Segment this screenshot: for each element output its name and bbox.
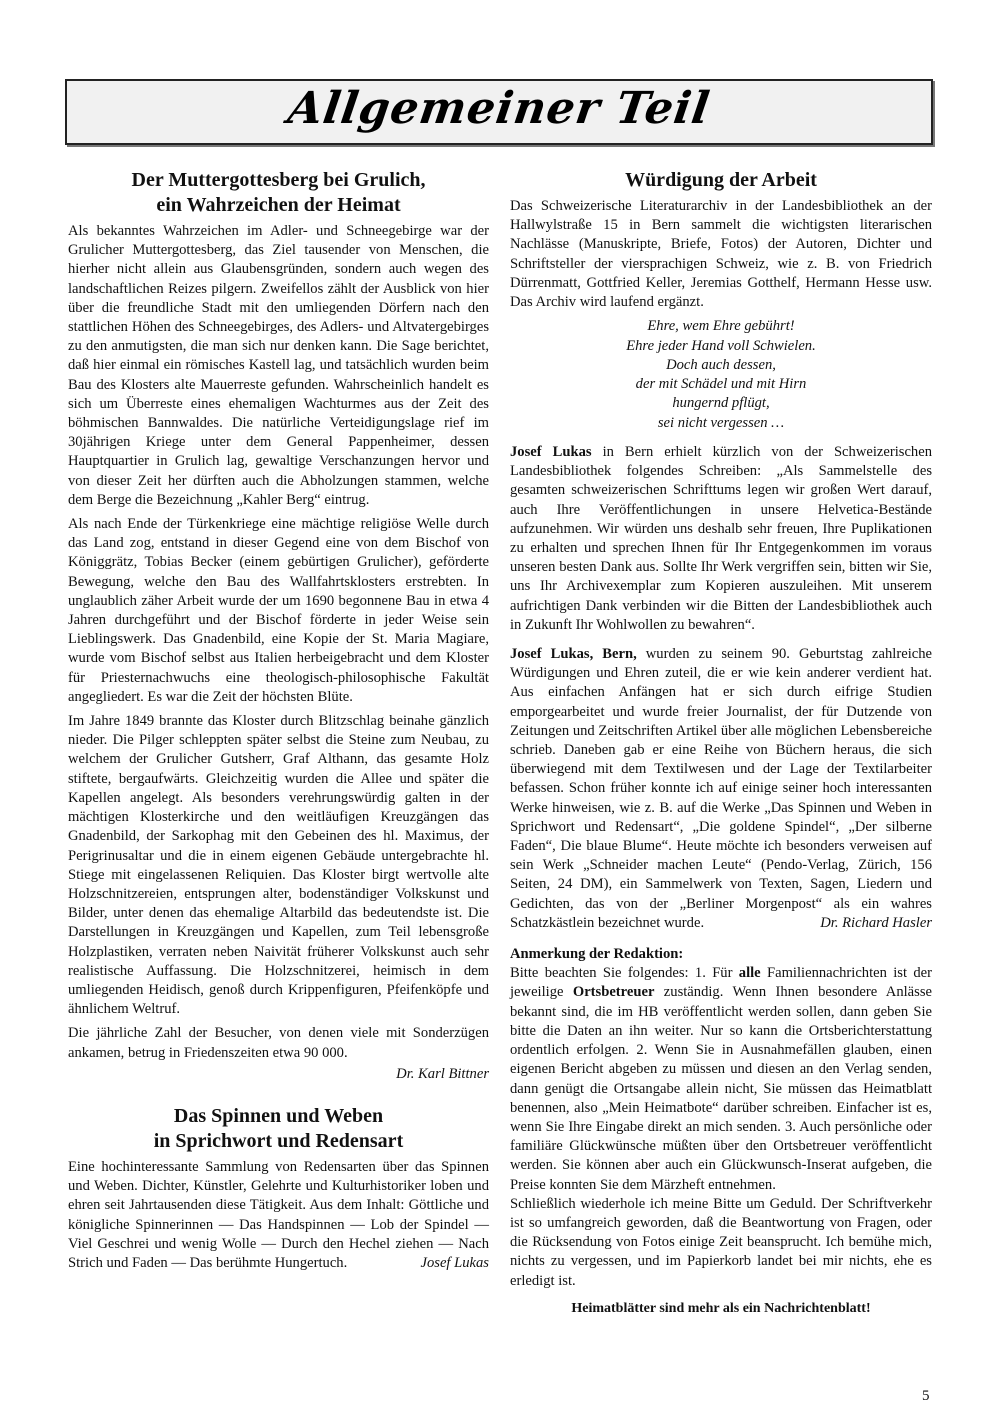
paragraph: Als bekanntes Wahrzeichen im Adler- und Schneegebirge war der Grulicher Muttergottesberg, das Ziel tausender von Menschen, die hierher nicht allein aus Glaubensgründen, sondern auch wegen des landschaftlichen Reizes pilgern. Zweifellos zählt der Ausblick von hier über die freundliche Stadt mit den umliegenden Dörfern nach den stattlichen Höhen des Schneegebirges, des Adlers- und Altvatergebirges zu den anmutigsten, die man sich nur denken kann. Die Sage berichtet, daß hier einmal ein römisches Kastell lag, und tatsächlich wurden beim Bau des Klosters alte Mauerreste gefunden. Wahrscheinlich handelt es sich um Überreste eines ehemaligen Wachturmes aus der Zeit des böhmischen Bannwaldes. Die natürliche Verteidigungslage rief im 30jährigen Kriege unter dem General Pappenheimer, dessen Hauptquartier in Grulich lag, gewaltige Verschanzungen hervor und von dieser Zeit her dürften auch die Abholzungen stammen, welche dem Berge die Bezeichnung „Kahler Berg“ eintrug.	[68, 223, 489, 508]
article-title: Würdigung der Arbeit	[625, 169, 817, 191]
paragraph: Das Schweizerische Literaturarchiv in der Landesbibliothek an der Hallwylstraße 15 in Bern sammelt die wichtigsten literarischen Nachlässe (Manuskripte, Briefe, Fotos) der Autoren, Dichter und Schriftsteller der viersprachigen Schweiz, wie z. B. von Friedrich Dürrenmatt, Gottfried Keller, Jeremias Gotthelf, Hermann Hesse usw. Das Archiv wird laufend ergänzt.	[510, 198, 932, 311]
editorial-note	[510, 945, 932, 1318]
author-signature: Dr. Richard Hasler	[820, 914, 932, 931]
section-banner	[65, 79, 933, 145]
article-wuerdigung	[510, 168, 932, 933]
article-title: Der Muttergottesberg bei Grulich, ein Wahrzeichen der Heimat	[131, 169, 426, 216]
author-signature: Josef Lukas	[420, 1254, 489, 1271]
paragraph: Die jährliche Zahl der Besucher, von denen viele mit Sonderzügen ankamen, betrug in Friedenszeiten etwa 90 000.	[68, 1025, 489, 1061]
paragraph: Eine hochinteressante Sammlung von Redensarten über das Spinnen und Weben. Dichter, Künstler, Gelehrte und Kulturhistoriker loben und ehren seit Jahrtausenden diese Tätigkeit. Aus dem Inhalt: Göttliche und königliche Spinnerinnen — Das Handspinnen — Lob der Spindel — Viel Geschrei und wenig Wolle — Durch den Hechel ziehen — Nach Strich und Faden — Das berühmte Hungertuch. Josef Lukas	[68, 1158, 489, 1273]
article-title: Das Spinnen und Weben in Sprichwort und Redensart	[153, 1104, 404, 1152]
page-number: 5	[922, 1388, 930, 1404]
right-column	[510, 168, 932, 1318]
paragraph: Im Jahre 1849 brannte das Kloster durch Blitzschlag beinahe gänzlich nieder. Die Pilger schleppten später selbst die Steine zum Neubau, zu welchem der Grulicher Gutsherr, Graf Althann, das gesamte Holz stiftete, bergaufwärts. Gleichzeitig wurden die Allee und später die Kapellen angelegt. Als besonders verehrungswürdig galten in der mächtigen Klosterkirche und den weitläufigen Kreuzgängen das Gnadenbild, der Sarkophag mit den Gebeinen des hl. Maximus, der Perigrinusaltar und die in einem eigenen Gebäude untergebrachte hl. Stiege mit eingelassenen Reliquien. Das Kloster birgt wertvolle alte Holzschnitzereien, entsprungen alter, bodenständiger Volkskunst und Bilder, unter denen das ehemalige Altarbild das bedeutendste ist. Die Darstellungen in Kreuzgängen und Kapellen, zum Teil lebensgroße Holzplastiken, verraten neben Naivität früherer Volkskunst auch sehr realistische Auffassung. Die Holzschnitzerei, heimisch in dem umliegenden Heidisch, genoß durch Krippenfiguren, Pfeifenköpfe und ähnlichem Weltruf.	[68, 713, 489, 1018]
paragraph: Josef Lukas in Bern erhielt kürzlich von der Schweizerischen Landesbibliothek folgendes Schreiben: „Als Sammelstelle des gesamten schweizerischen Schrifttums legen wir großen Wert darauf, auch Ihre Veröffentlichungen in unsere Helvetica-Bestände aufzunehmen. Wir würden uns deshalb sehr freuen, Ihre Puplikationen zu erhalten und sprechen Ihnen für Ihr Entgegenkommen im voraus unseren besten Dank aus. Sollte Ihr Werk vergriffen sein, bitten wir Sie, uns Ihr Archivexemplar zum Kopieren auszuleihen. Mit unserem aufrichtigen Dank verbinden wir die Bitten der Landesbibliothek auch in Zukunft Ihr Wohlwollen zu bewahren“.	[510, 444, 932, 633]
article-spinnen-weben	[68, 1104, 489, 1273]
author-signature: Dr. Karl Bittner	[396, 1065, 489, 1082]
paragraph: Bitte beachten Sie folgendes: 1. Für alle Familiennachrichten ist der jeweilige Ortsbetreuer zuständig. Wenn Ihnen besondere Anlässe bekannt sind, die im HB veröffentlicht werden sollen, dann geben Sie bitte die Daten an ihn weiter. Nur so kann die Ortsberichterstattung ordentlich erfolgen. 2. Wenn Sie in Ausnahmefällen glauben, einen eigenen Bericht abgeben zu müssen und diesen an den Verlag senden, dann genügt die Ortsangabe allein nicht, Sie müssen das Heimatblatt benennen, also „Mein Heimatbote“ darüber schreiben. Einfacher ist es, wenn Sie Ihre Eingabe direkt an mich senden. 3. Auch persönliche oder familiäre Glückwünsche müßten über den Ortsbetreuer veröffentlicht werden. Sie können aber auch ein Glückwunsch-Inserat aufgeben, die Preise konnten Sie dem Märzheft entnehmen.	[510, 965, 932, 1193]
article-muttergottesberg	[68, 168, 489, 1084]
note-heading: Anmerkung der Redaktion:	[510, 946, 684, 963]
paragraph: Josef Lukas, Bern, wurden zu seinem 90. Geburtstag zahlreiche Würdigungen und Ehren zuteil, die er wie kein anderer verdient hat. Aus einfachen Anfängen hat er sich durch eifrige Studien emporgearbeitet und wurde freier Journalist, der für Dutzende von Zeitungen und Zeitschriften Artikel über alle möglichen Lebensbereiche schrieb. Daneben gab er eine Reihe von Büchern heraus, die sich überwiegend mit dem Textilwesen und der Lage der Textilarbeiter befassen. Schon früher konnte ich auf einige seiner hoch interessanten Werke hinweisen, wie z. B. auf die Werke „Das Spinnen und Weben in Sprichwort und Redensart“, „Die goldene Spindel“, „Der silberne Faden“, Die blaue Blume“. Heute möchte ich besonders verweisen auf sein Werk „Schneider machen Leute“ (Pendo-Verlag, Zürich, 156 Seiten, 24 DM), ein Sammelwerk von Texten, Sagen, Liedern und Gedichten, das von der „Berliner Morgenpost“ als ein wahres Schatzkästlein bezeichnet wurde. Dr. Richard Hasler	[510, 645, 932, 933]
poem: Ehre, wem Ehre gebührt! Ehre jeder Hand voll Schwielen. Doch auch dessen, der mit Schädel und mit Hirn hungernd pflügt, sei nicht vergessen …	[626, 318, 816, 431]
paragraph: Als nach Ende der Türkenkriege eine mächtige religiöse Welle durch das Land zog, entstand in dieser Gegend eine von dem Bischof von Königgrätz, Tobias Becker (einem gebürtigen Grulicher), geförderte Bewegung, welche den Bau des Wallfahrtsklosters erstrebten. In unglaublich zäher Arbeit wurde der um 1690 begonnene Bau in etwa 4 Jahren durchgeführt und der Bischof förderte in jeder Weise sein Lieblingswerk. Das Gnadenbild, eine Kopie der St. Maria Magiare, wurde vom Bischof selbst aus Italien herbeigebracht und dem Kloster für Priesternachwuchs eine theologisch-philosophische Fakultät angegliedert. Es war die Zeit der höchsten Blüte.	[68, 516, 489, 705]
paragraph: Schließlich wiederhole ich meine Bitte um Geduld. Der Schriftverkehr ist so umfangreich geworden, daß die Beantwortung von Fragen, oder die Rücksendung von Fotos einige Zeit beansprucht. Ich bemühe mich, nichts zu vergessen, und im Papierkorb landet bei mir nichts, ehe es erledigt ist.	[510, 1195, 932, 1289]
section-title: Allgemeiner Teil	[284, 83, 714, 134]
closing-slogan: Heimatblätter sind mehr als ein Nachrichtenblatt!	[571, 1300, 871, 1316]
left-column	[68, 168, 489, 1278]
